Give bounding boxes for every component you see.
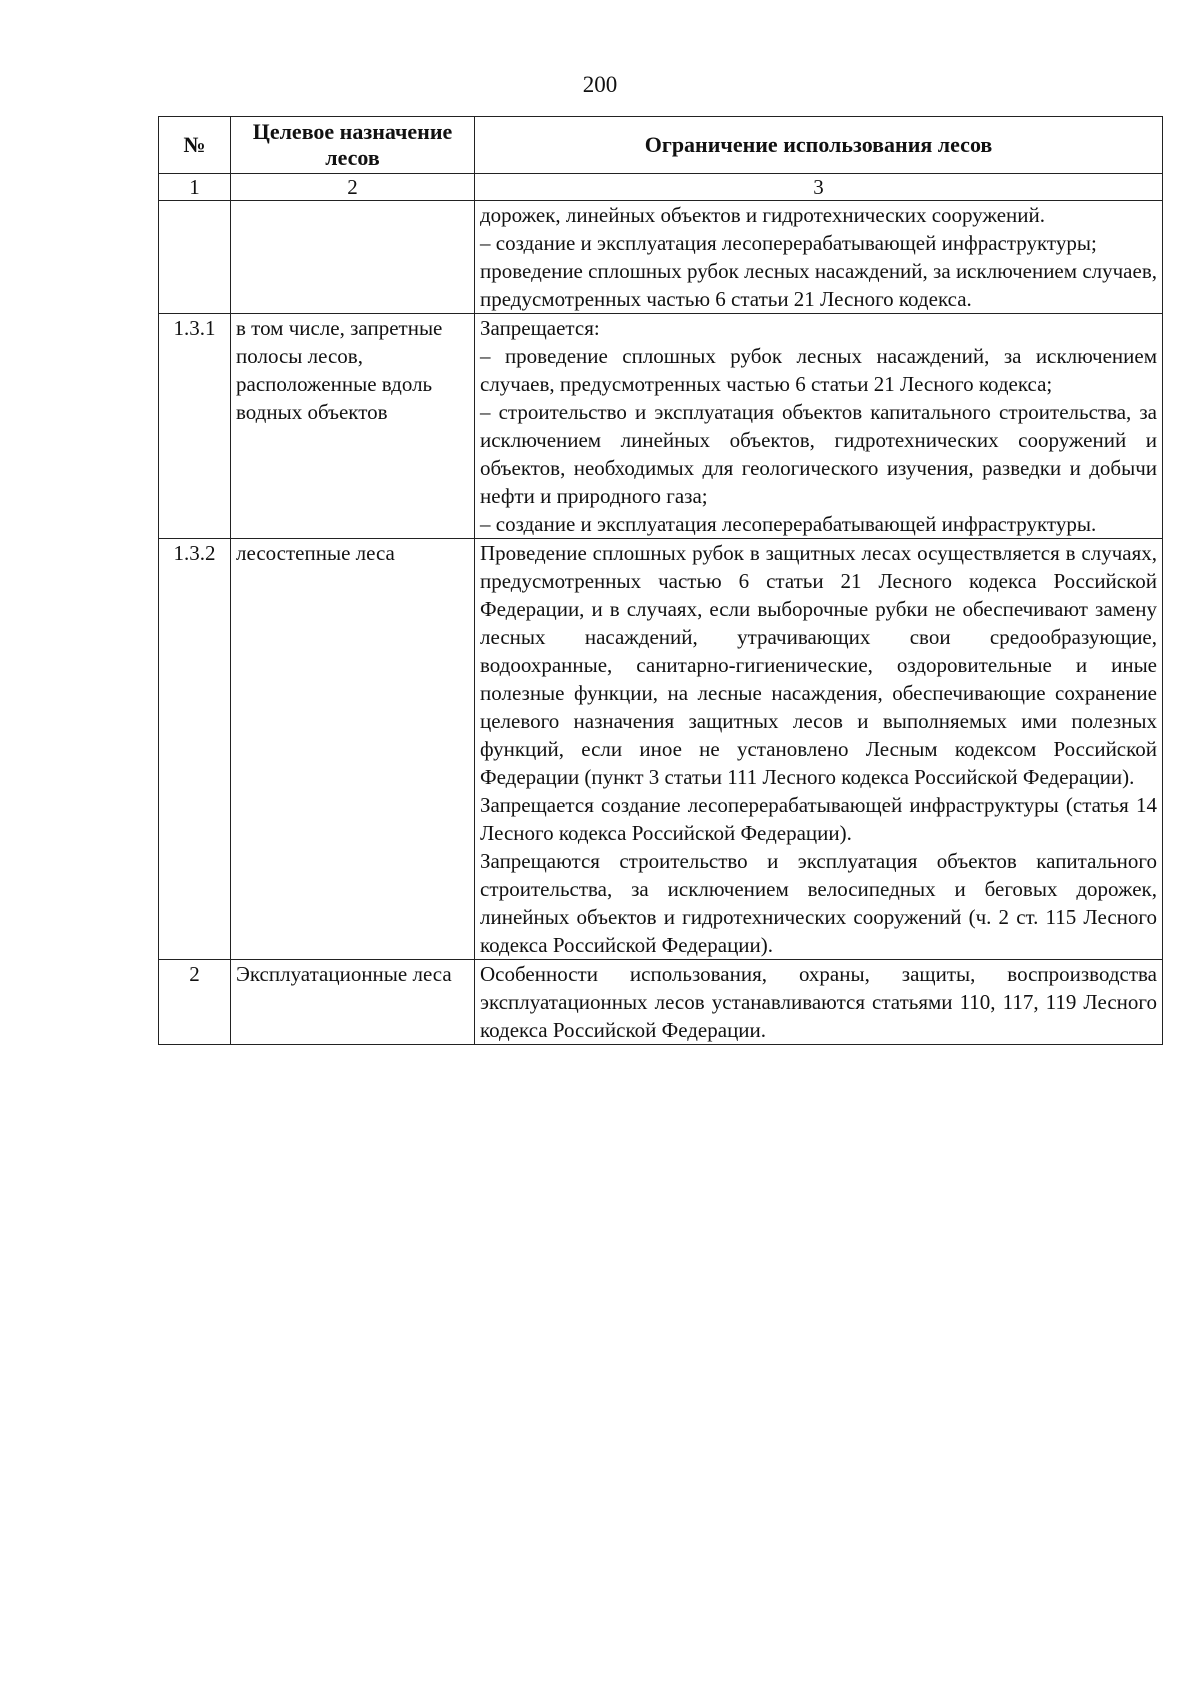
restriction-paragraph: – строительство и эксплуатация объектов капитального строительства, за исключением линейных объектов, гидротехнических сооружений и объектов, необходимых для геологического изучения, разведки и добычи нефти и природного газа;: [480, 400, 1157, 508]
restriction-paragraph: Проведение сплошных рубок в защитных лесах осуществляется в случаях, предусмотренных частью 6 статьи 21 Лесного кодекса Российской Федерации, и в случаях, если выборочные рубки не обеспечивают замену лесных насаждений, утрачивающих свои средообразующие, водоохранные, санитарно-гигиенические, оздоровительные и иные полезные функции, на лесные насаждения, обеспечивающие сохранение целевого назначения защитных лесов и выполняемых ими полезных функций, если иное не установлено Лесным кодексом Российской Федерации (пункт 3 статьи 111 Лесного кодекса Российской Федерации).: [480, 541, 1157, 789]
row-restriction: [475, 960, 1163, 1045]
row-number: 1.3.2: [159, 539, 231, 960]
column-number: 3: [475, 174, 1163, 201]
row-restriction: [475, 201, 1163, 314]
restriction-paragraph: Запрещаются строительство и эксплуатация объектов капитального строительства, за исключением велосипедных и беговых дорожек, линейных объектов и гидротехнических сооружений (ч. 2 ст. 115 Лесного кодекса Российской Федерации).: [480, 849, 1157, 957]
row-purpose: [231, 201, 475, 314]
page-number: 200: [582, 72, 618, 97]
header-purpose: Целевое назначение лесов: [231, 117, 475, 174]
header-restriction: Ограничение использования лесов: [475, 117, 1163, 174]
row-restriction: [475, 314, 1163, 539]
table-row: [159, 201, 1163, 314]
row-purpose: Эксплуатационные леса: [231, 960, 475, 1045]
column-numbers-row: [159, 174, 1163, 201]
column-number: 1: [159, 174, 231, 201]
restriction-paragraph: дорожек, линейных объектов и гидротехнических сооружений.: [480, 203, 1046, 227]
restriction-paragraph: – создание и эксплуатация лесоперерабатывающей инфраструктуры.: [480, 512, 1097, 536]
restriction-paragraph: Запрещается создание лесоперерабатывающей инфраструктуры (статья 14 Лесного кодекса Российской Федерации).: [480, 793, 1157, 845]
header-number: №: [159, 117, 231, 174]
row-purpose: лесостепные леса: [231, 539, 475, 960]
row-number: [159, 201, 231, 314]
row-purpose: в том числе, запретные полосы лесов, расположенные вдоль водных объектов: [231, 314, 475, 539]
restriction-paragraph: – создание и эксплуатация лесоперерабатывающей инфраструктуры;: [480, 231, 1097, 255]
table-row: [159, 539, 1163, 960]
row-number: 1.3.1: [159, 314, 231, 539]
column-number: 2: [231, 174, 475, 201]
table-header-row: [159, 117, 1163, 174]
table-row: [159, 960, 1163, 1045]
restriction-paragraph: – проведение сплошных рубок лесных насаждений, за исключением случаев, предусмотренных частью 6 статьи 21 Лесного кодекса;: [480, 344, 1157, 396]
row-restriction: [475, 539, 1163, 960]
forest-use-restrictions-table: [158, 116, 1163, 1045]
table-row: [159, 314, 1163, 539]
restriction-paragraph: Запрещается:: [480, 316, 600, 340]
row-number: 2: [159, 960, 231, 1045]
restriction-paragraph: Особенности использования, охраны, защиты, воспроизводства эксплуатационных лесов устанавливаются статьями 110, 117, 119 Лесного кодекса Российской Федерации.: [480, 962, 1157, 1042]
restriction-paragraph: проведение сплошных рубок лесных насаждений, за исключением случаев, предусмотренных частью 6 статьи 21 Лесного кодекса.: [480, 259, 1157, 311]
